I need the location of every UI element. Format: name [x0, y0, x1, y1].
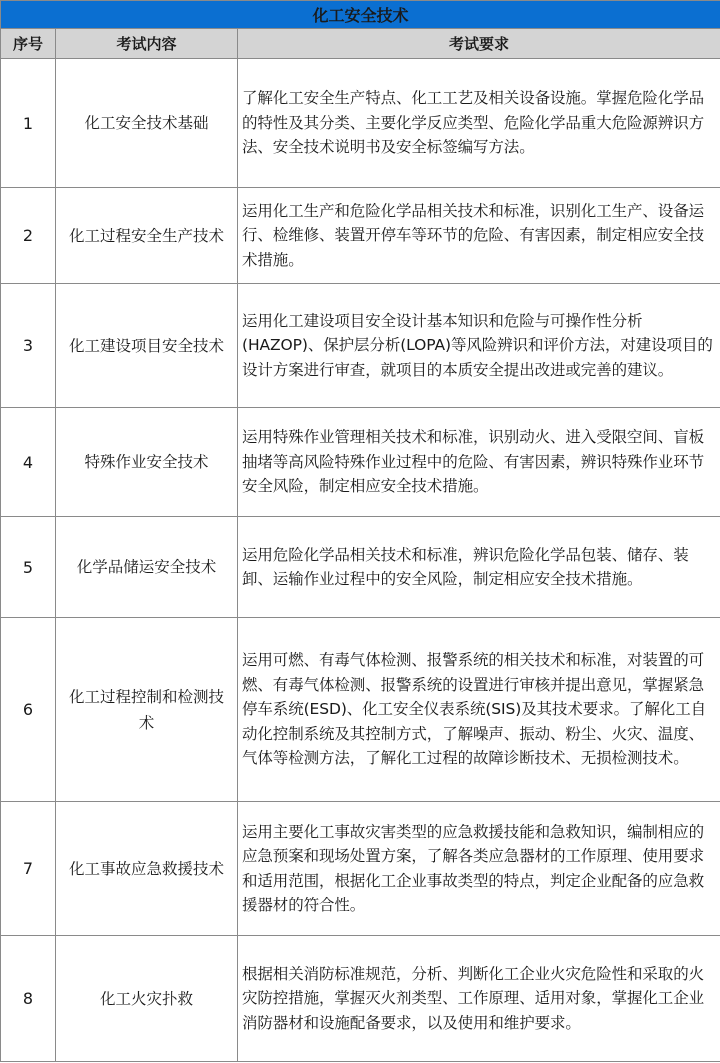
row-exam-content: 化工事故应急救援技术 [56, 802, 238, 936]
table-row [1, 284, 720, 408]
header-number: 序号 [1, 29, 56, 59]
row-number: 4 [1, 408, 56, 517]
table-row [1, 188, 720, 284]
row-exam-requirements: 运用可燃、有毒气体检测、报警系统的相关技术和标准，对装置的可燃、有毒气体检测、报警系统的设置进行审核并提出意见，掌握紧急停车系统(ESD)、化工安全仪表系统(SIS)及其技术要求。了解化工自动化控制系统及其控制方式，了解噪声、振动、粉尘、火灾、温度、气体等检测方法，了解化工过程的故障诊断技术、无损检测技术。 [238, 618, 720, 802]
row-exam-requirements: 了解化工安全生产特点、化工工艺及相关设备设施。掌握危险化学品的特性及其分类、主要化学反应类型、危险化学品重大危险源辨识方法、安全技术说明书及安全标签编写方法。 [238, 59, 720, 188]
row-exam-requirements: 运用化工建设项目安全设计基本知识和危险与可操作性分析(HAZOP)、保护层分析(LOPA)等风险辨识和评价方法，对建设项目的设计方案进行审查，就项目的本质安全提出改进或完善的建议。 [238, 284, 720, 408]
table-title: 化工安全技术 [1, 1, 720, 29]
table-row [1, 517, 720, 618]
row-exam-requirements: 运用化工生产和危险化学品相关技术和标准，识别化工生产、设备运行、检维修、装置开停车等环节的危险、有害因素，制定相应安全技术措施。 [238, 188, 720, 284]
row-exam-requirements: 运用主要化工事故灾害类型的应急救援技能和急救知识，编制相应的应急预案和现场处置方案，了解各类应急器材的工作原理、使用要求和适用范围，根据化工企业事故类型的特点，判定企业配备的应急救援器材的符合性。 [238, 802, 720, 936]
row-number: 2 [1, 188, 56, 284]
row-exam-requirements: 运用危险化学品相关技术和标准，辨识危险化学品包装、储存、装卸、运输作业过程中的安全风险，制定相应安全技术措施。 [238, 517, 720, 618]
header-exam-requirements: 考试要求 [238, 29, 720, 59]
row-exam-content: 化工建设项目安全技术 [56, 284, 238, 408]
row-exam-requirements: 根据相关消防标准规范，分析、判断化工企业火灾危险性和采取的火灾防控措施，掌握灭火剂类型、工作原理、适用对象，掌握化工企业消防器材和设施配备要求，以及使用和维护要求。 [238, 936, 720, 1062]
table-row [1, 59, 720, 188]
row-exam-content: 特殊作业安全技术 [56, 408, 238, 517]
row-number: 7 [1, 802, 56, 936]
table-row [1, 618, 720, 802]
row-exam-requirements: 运用特殊作业管理相关技术和标准，识别动火、进入受限空间、盲板抽堵等高风险特殊作业过程中的危险、有害因素，辨识特殊作业环节安全风险，制定相应安全技术措施。 [238, 408, 720, 517]
row-exam-content: 化工火灾扑救 [56, 936, 238, 1062]
row-exam-content: 化工安全技术基础 [56, 59, 238, 188]
row-exam-content: 化学品储运安全技术 [56, 517, 238, 618]
header-exam-content: 考试内容 [56, 29, 238, 59]
row-exam-content: 化工过程控制和检测技术 [56, 618, 238, 802]
row-exam-content: 化工过程安全生产技术 [56, 188, 238, 284]
table-row [1, 408, 720, 517]
table-row [1, 802, 720, 936]
row-number: 1 [1, 59, 56, 188]
table-header-row [1, 29, 720, 59]
row-number: 3 [1, 284, 56, 408]
table-title-row [1, 1, 720, 29]
row-number: 8 [1, 936, 56, 1062]
row-number: 6 [1, 618, 56, 802]
table-row [1, 936, 720, 1062]
row-number: 5 [1, 517, 56, 618]
